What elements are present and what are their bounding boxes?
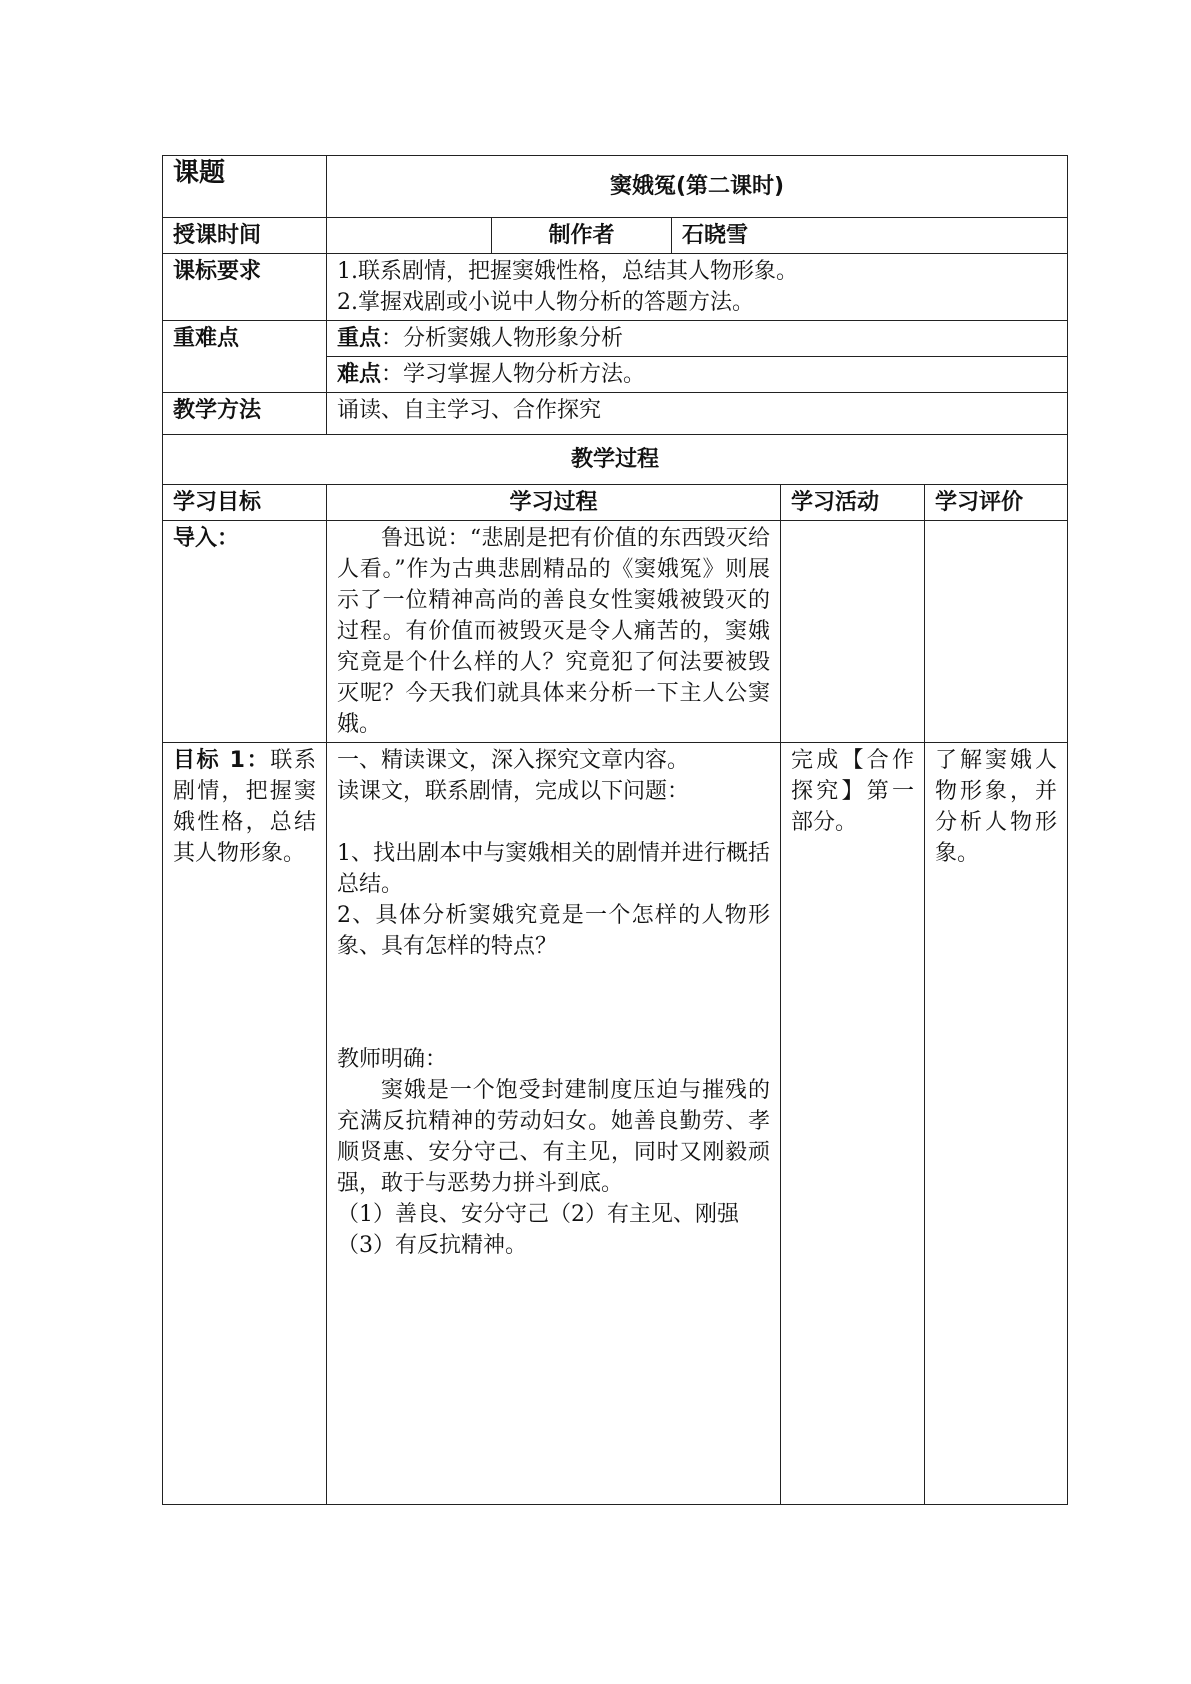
- author-label: 制作者: [492, 218, 672, 254]
- teacher-clarify-label: 教师明确：: [337, 1047, 448, 1072]
- teacher-answer: 窦娥是一个饱受封建制度压迫与摧残的充满反抗精神的劳动妇女。她善良勤劳、孝顺贤惠、安分守己、有主见，同时又刚毅顽强，敢于与恶势力拼斗到底。: [337, 1078, 770, 1196]
- goal1-instruction: 读课文，联系剧情，完成以下问题：: [337, 779, 690, 804]
- standards-content: [327, 254, 1068, 321]
- topic-title: 窦娥冤(第二课时): [327, 156, 1068, 218]
- standard-item: 2.掌握戏剧或小说中人物分析的答题方法。: [337, 290, 754, 315]
- goal1-target-text: 联系剧情，把握窦娥性格，总结其人物形象。: [173, 748, 316, 866]
- difficult-point-text: ：学习掌握人物分析方法。: [381, 362, 646, 387]
- goal1-question: 2、具体分析窦娥究竟是一个怎样的人物形象、具有怎样的特点？: [337, 903, 770, 959]
- intro-evaluation: [925, 521, 1068, 743]
- character-traits: （1）善良、安分守己（2）有主见、刚强: [337, 1202, 739, 1227]
- key-point-row: [327, 321, 1068, 357]
- lesson-plan-table: [162, 155, 1068, 1505]
- column-header-evaluation: 学习评价: [925, 485, 1068, 521]
- difficult-point-row: [327, 357, 1068, 393]
- intro-activity: [781, 521, 925, 743]
- goal1-step: 一、精读课文，深入探究文章内容。: [337, 748, 690, 773]
- intro-process: 鲁迅说：“悲剧是把有价值的东西毁灭给人看。”作为古典悲剧精品的《窦娥冤》则展示了一位精神高尚的善良女性窦娥被毁灭的过程。有价值而被毁灭是令人痛苦的，窦娥究竟是个什么样的人？究竟犯了何法要被毁灭呢？今天我们就具体来分析一下主人公窦娥。: [327, 521, 781, 743]
- standard-item: 1.联系剧情，把握窦娥性格，总结其人物形象。: [337, 259, 798, 284]
- method-value: 诵读、自主学习、合作探究: [327, 393, 1068, 435]
- goal1-target-label: 目标 1：: [173, 748, 271, 773]
- time-label: 授课时间: [163, 218, 327, 254]
- column-header-process: 学习过程: [327, 485, 781, 521]
- key-points-label: 重难点: [163, 321, 327, 393]
- column-header-activity: 学习活动: [781, 485, 925, 521]
- process-heading: 教学过程: [163, 435, 1068, 485]
- intro-target: 导入：: [163, 521, 327, 743]
- key-point-label: 重点: [337, 326, 382, 351]
- goal1-target: [163, 743, 327, 1505]
- key-point-text: ：分析窦娥人物形象分析: [381, 326, 624, 351]
- time-value: [327, 218, 492, 254]
- topic-label: 课题: [163, 156, 327, 218]
- author-name: 石晓雪: [672, 218, 1068, 254]
- goal1-process: [327, 743, 781, 1505]
- goal1-activity: 完成【合作探究】第一部分。: [781, 743, 925, 1505]
- goal1-question: 1、找出剧本中与窦娥相关的剧情并进行概括总结。: [337, 841, 770, 897]
- method-label: 教学方法: [163, 393, 327, 435]
- goal1-evaluation: 了解窦娥人物形象，并分析人物形象。: [925, 743, 1068, 1505]
- character-traits: （3）有反抗精神。: [337, 1233, 527, 1258]
- standards-label: 课标要求: [163, 254, 327, 321]
- difficult-point-label: 难点: [337, 362, 382, 387]
- column-header-target: 学习目标: [163, 485, 327, 521]
